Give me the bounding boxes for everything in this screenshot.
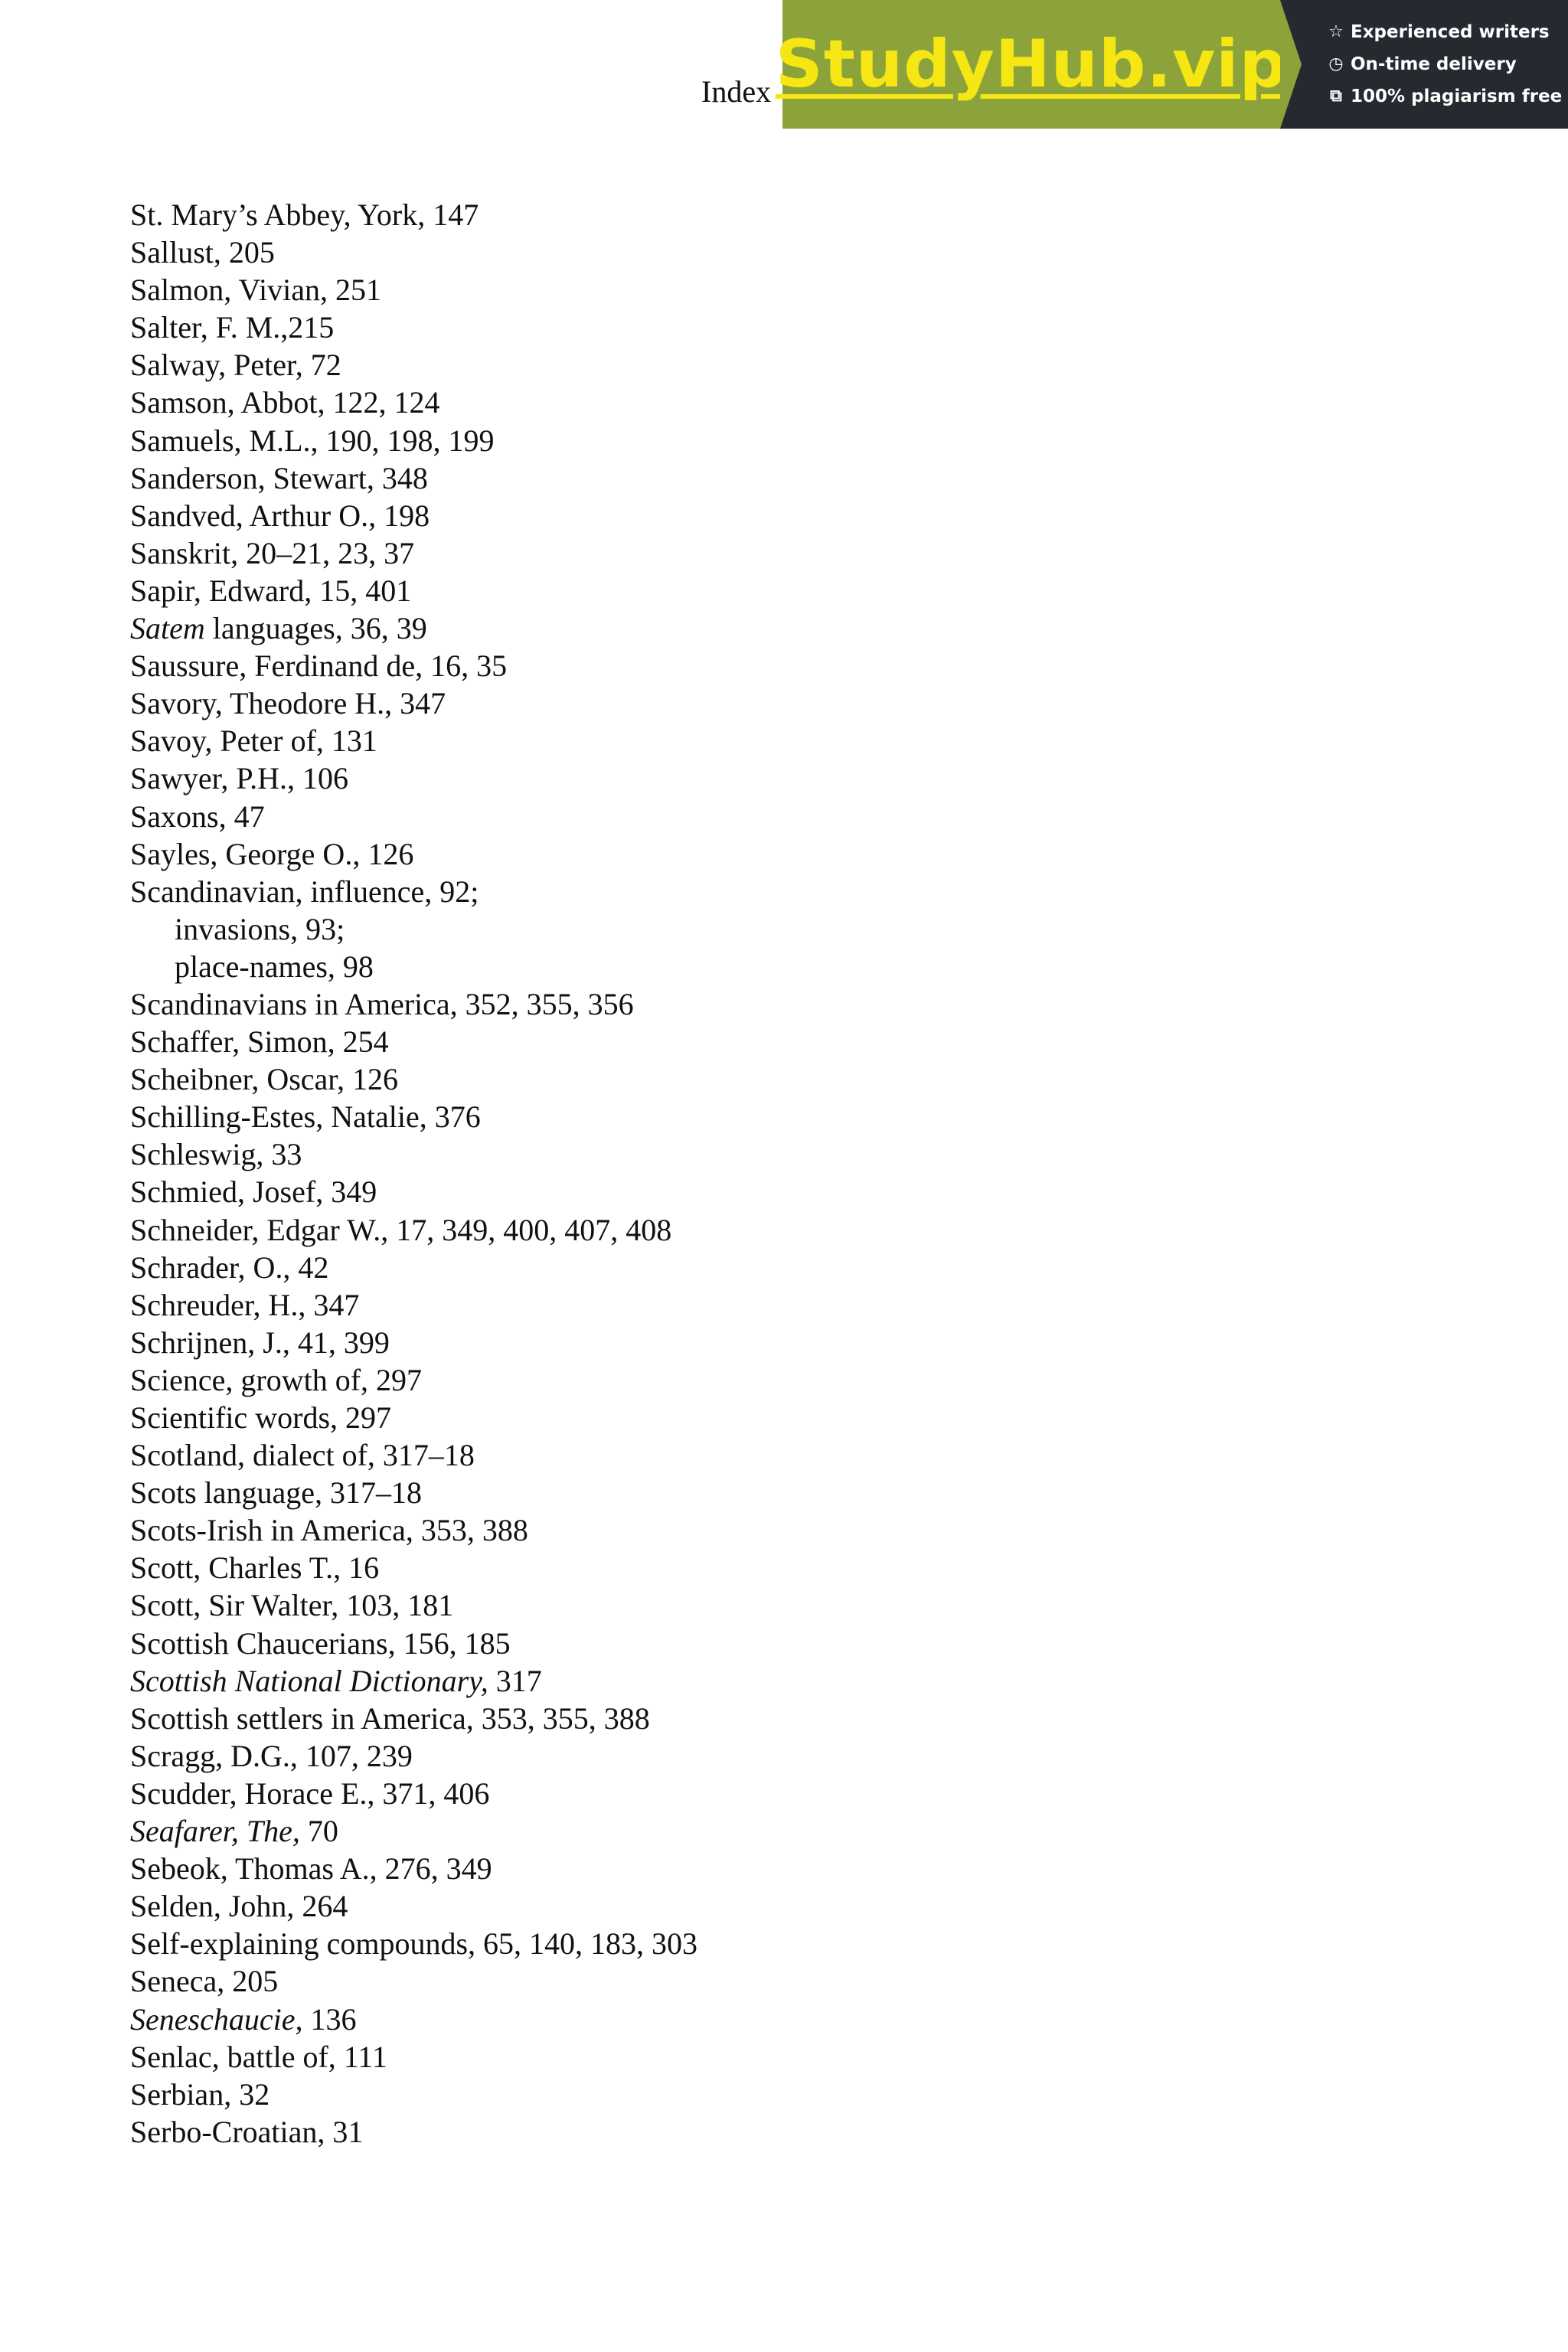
feature-label: On-time delivery: [1351, 54, 1517, 74]
index-entry: [130, 497, 697, 534]
index-entry-text: Schreuder, H., 347: [130, 1287, 360, 1322]
index-entry-text: Scott, Sir Walter, 103, 181: [130, 1588, 454, 1623]
index-entry: [130, 2038, 697, 2076]
index-entry: [130, 1436, 697, 1474]
index-entry-text: 317: [488, 1663, 542, 1698]
index-entry: [130, 1850, 697, 1887]
index-entry: [130, 835, 697, 873]
index-subentry: [130, 910, 697, 948]
index-entry-text: Schrijnen, J., 41, 399: [130, 1325, 390, 1360]
index-entry-text: Scottish Chaucerians, 156, 185: [130, 1625, 511, 1661]
star-icon: ☆: [1328, 22, 1344, 41]
index-entry-text: Scotland, dialect of, 317–18: [130, 1438, 475, 1473]
index-entry: [130, 234, 697, 271]
index-entry: [130, 1962, 697, 2000]
index-entry-text: Samson, Abbot, 122, 124: [130, 385, 440, 420]
feature-label: Experienced writers: [1351, 22, 1550, 42]
index-entry: [130, 422, 697, 459]
index-entry: [130, 309, 697, 346]
banner-feature-list: [1280, 0, 1568, 129]
index-entry-text: Scottish settlers in America, 353, 355, 388: [130, 1700, 650, 1736]
index-entry-text: 136: [302, 2001, 357, 2037]
index-entry: [130, 1324, 697, 1361]
copy-check-icon: ⧉: [1330, 87, 1342, 106]
index-entry: [130, 1098, 697, 1135]
index-entry-text: Salway, Peter, 72: [130, 348, 341, 383]
studyhub-banner-ad[interactable]: [775, 0, 1568, 129]
index-entry-text: Saxons, 47: [130, 799, 265, 834]
index-entry-text: Serbian, 32: [130, 2076, 270, 2112]
index-entry-text: Serbo-Croatian, 31: [130, 2114, 364, 2149]
index-entry-text: Schleswig, 33: [130, 1137, 302, 1172]
index-entry: [130, 684, 697, 722]
index-entry: [130, 384, 697, 421]
index-entry: [130, 1211, 697, 1249]
index-entry-text: Scandinavians in America, 352, 355, 356: [130, 986, 634, 1021]
index-entry-text: Schilling-Estes, Natalie, 376: [130, 1099, 481, 1135]
index-entry-italic-term: Seneschaucie,: [130, 2001, 303, 2037]
index-entry: [130, 985, 697, 1023]
index-entry-text: St. Mary’s Abbey, York, 147: [130, 198, 479, 232]
index-entry-text: Samuels, M.L., 190, 198, 199: [130, 423, 495, 458]
index-entry: [130, 534, 697, 572]
index-entry-text: Schmied, Josef, 349: [130, 1174, 377, 1210]
index-entry-italic-term: Scottish National Dictionary,: [130, 1663, 488, 1698]
index-entry-text: Schneider, Edgar W., 17, 349, 400, 407, 408: [130, 1212, 672, 1247]
index-entry-text: invasions, 93;: [175, 911, 345, 946]
index-entry: [130, 1135, 697, 1173]
index-entry: [130, 346, 697, 384]
index-entry: [130, 2076, 697, 2113]
index-entry: [130, 1549, 697, 1586]
index-entry-text: Sawyer, P.H., 106: [130, 761, 349, 796]
index-entry: [130, 459, 697, 497]
index-entry: [130, 2113, 697, 2151]
index-entry: [130, 196, 697, 234]
index-entry: [130, 1173, 697, 1210]
index-entry-text: Scheibner, Oscar, 126: [130, 1062, 399, 1097]
index-entry-text: Scragg, D.G., 107, 239: [130, 1738, 413, 1773]
index-entry-text: place-names, 98: [175, 949, 374, 984]
index-entry: [130, 1023, 697, 1060]
index-entry: [130, 1399, 697, 1436]
index-entry: [130, 1586, 697, 1624]
feature-experienced-writers: [1328, 19, 1568, 45]
index-entry: [130, 271, 697, 309]
index-entry-text: Scudder, Horace E., 371, 406: [130, 1775, 490, 1811]
index-entry-italic-term: Seafarer, The,: [130, 1814, 300, 1849]
index-entry: [130, 1887, 697, 1925]
index-entry: [130, 1662, 697, 1700]
index-entry-text: Salter, F. M.,215: [130, 310, 335, 345]
index-entry-text: Sandved, Arthur O., 198: [130, 498, 430, 533]
index-entry: [130, 873, 697, 910]
index-entry: [130, 1737, 697, 1775]
index-entry-text: Selden, John, 264: [130, 1889, 348, 1924]
index-entry: [130, 2001, 697, 2038]
studyhub-logo[interactable]: [775, 0, 1288, 129]
index-entry: [130, 1700, 697, 1737]
index-entry-text: languages, 36, 39: [204, 611, 427, 646]
index-entry-text: Self-explaining compounds, 65, 140, 183, 303: [130, 1926, 698, 1962]
clock-icon: ◷: [1328, 54, 1344, 74]
index-entry: [130, 722, 697, 760]
index-entry-text: Salmon, Vivian, 251: [130, 273, 381, 308]
index-entry-text: Sanskrit, 20–21, 23, 37: [130, 535, 415, 570]
feature-on-time-delivery: [1328, 51, 1568, 77]
index-entry-text: Scots language, 317–18: [130, 1475, 423, 1511]
index-entry-text: 70: [299, 1814, 338, 1849]
logo-text: StudyHub.vip: [775, 26, 1288, 103]
index-entry-text: Saussure, Ferdinand de, 16, 35: [130, 648, 508, 684]
index-entry-text: Scandinavian, influence, 92;: [130, 874, 479, 909]
index-entry-text: Sayles, George O., 126: [130, 836, 414, 871]
feature-plagiarism-free: [1328, 83, 1568, 109]
index-entry: [130, 1625, 697, 1662]
index-entry-text: Savoy, Peter of, 131: [130, 724, 377, 759]
index-entry-text: Seneca, 205: [130, 1964, 279, 1999]
index-entry: [130, 798, 697, 835]
index-entry-text: Sebeok, Thomas A., 276, 349: [130, 1851, 492, 1886]
index-entry-text: Schaffer, Simon, 254: [130, 1024, 389, 1060]
index-entry: [130, 1511, 697, 1549]
index-entry-text: Scott, Charles T., 16: [130, 1550, 380, 1586]
index-entry: [130, 760, 697, 797]
index-entry: [130, 1925, 697, 1962]
index-entry-text: Scots-Irish in America, 353, 388: [130, 1513, 528, 1548]
index-entry-text: Sallust, 205: [130, 235, 275, 270]
feature-label: 100% plagiarism free: [1351, 87, 1563, 106]
index-entry: [130, 1361, 697, 1399]
index-entry: [130, 572, 697, 609]
index-entry-italic-term: Satem: [130, 611, 205, 646]
index-subentry: [130, 948, 697, 985]
index-entry-text: Science, growth of, 297: [130, 1362, 423, 1397]
index-entry-text: Schrader, O., 42: [130, 1250, 329, 1285]
index-entry-text: Sapir, Edward, 15, 401: [130, 573, 412, 608]
index-entry: [130, 1775, 697, 1812]
index-entry: [130, 1474, 697, 1511]
index-entry-text: Savory, Theodore H., 347: [130, 686, 446, 721]
index-entry-text: Sanderson, Stewart, 348: [130, 460, 428, 495]
index-entry-list: [130, 196, 697, 2151]
index-entry-text: Scientific words, 297: [130, 1400, 392, 1435]
index-entry: [130, 647, 697, 684]
page-header-title: Index: [701, 74, 772, 109]
index-entry: [130, 1249, 697, 1286]
index-entry: [130, 1060, 697, 1098]
index-entry: [130, 609, 697, 647]
index-entry: [130, 1286, 697, 1324]
index-entry: [130, 1812, 697, 1850]
index-entry-text: Senlac, battle of, 111: [130, 2039, 387, 2074]
